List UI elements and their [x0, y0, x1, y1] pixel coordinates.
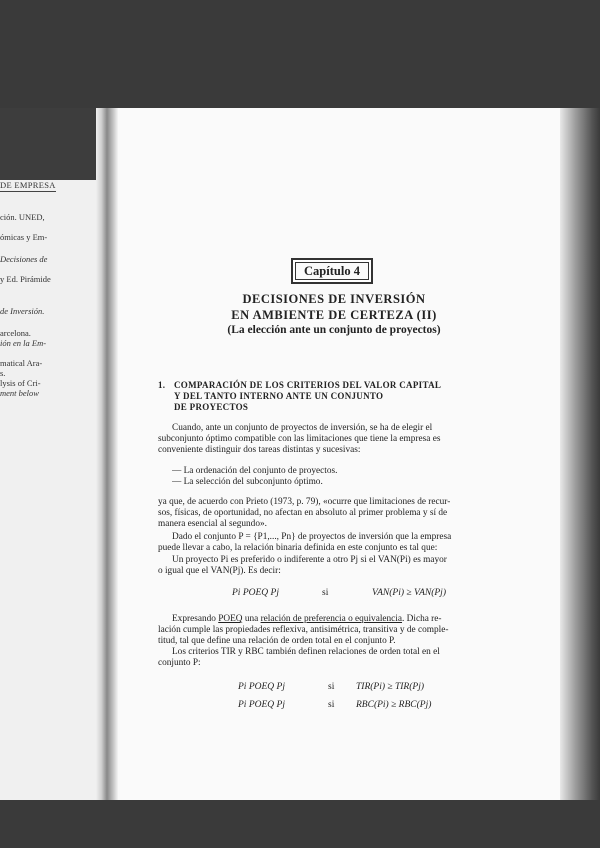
- formula-si: si: [328, 682, 335, 692]
- formula-si: si: [322, 588, 329, 598]
- underlined-term: relación de preferencia o equivalencia: [260, 614, 403, 624]
- paragraph-line: o igual que el VAN(Pj). Es decir:: [158, 566, 281, 576]
- left-page-line: s.: [0, 368, 6, 378]
- left-page-line: ción. UNED,: [0, 212, 45, 222]
- paragraph-line: Dado el conjunto P = {P1,..., Pn} de proyectos de inversión que la empresa: [172, 532, 452, 542]
- paragraph-line: ya que, de acuerdo con Prieto (1973, p. 79), «ocurre que limitaciones de recur-: [158, 497, 451, 507]
- scan-background-bottom: [0, 800, 600, 848]
- paragraph-line: Cuando, ante un conjunto de proyectos de inversión, se ha de elegir el: [172, 423, 433, 433]
- left-page-line: matical Ara-: [0, 358, 43, 368]
- left-page-line: y Ed. Pirámide: [0, 274, 51, 284]
- section-heading-line2: Y DEL TANTO INTERNO ANTE UN CONJUNTO: [174, 391, 384, 401]
- paragraph-line: puede llevar a cabo, la relación binaria definida en este conjunto es tal que:: [158, 543, 438, 553]
- paragraph-line: Un proyecto Pi es preferido o indiferente a otro Pj si el VAN(Pi) es mayor: [172, 555, 447, 565]
- paragraph-line: lación cumple las propiedades reflexiva, antisimétrica, transitiva y de comple-: [158, 625, 449, 635]
- left-page-line: lysis of Cri-: [0, 378, 41, 388]
- scan-background-left: [0, 108, 108, 180]
- left-page-line: ión en la Em-: [0, 338, 47, 348]
- chapter-title-line2: EN AMBIENTE DE CERTEZA (II): [231, 308, 437, 322]
- paragraph-line: conjunto P:: [158, 658, 201, 668]
- book-spine: [96, 108, 118, 800]
- left-page-line: Decisiones de: [0, 254, 48, 264]
- text-run: . Dicha re-: [402, 614, 442, 624]
- left-page-line: de Inversión.: [0, 306, 45, 316]
- chapter-title-line1: DECISIONES DE INVERSIÓN: [242, 292, 426, 306]
- section-heading-line3: DE PROYECTOS: [174, 402, 249, 412]
- section-heading-line1: COMPARACIÓN DE LOS CRITERIOS DEL VALOR CAPITAL: [174, 380, 442, 390]
- bullet-item: — La ordenación del conjunto de proyectos.: [172, 466, 338, 476]
- formula-left: Pi POEQ Pj: [238, 700, 285, 710]
- paragraph-line: manera esencial al segundo».: [158, 519, 267, 529]
- left-page-line: ómicas y Em-: [0, 232, 48, 242]
- formula-left: Pi POEQ Pj: [232, 588, 279, 598]
- paragraph-line: sos, físicas, de oportunidad, no afectan en absoluto al primer problema y sí de: [158, 508, 448, 518]
- text-run: una: [242, 614, 261, 624]
- formula-si: si: [328, 700, 335, 710]
- chapter-subtitle: (La elección ante un conjunto de proyectos): [227, 324, 441, 336]
- bullet-item: — La selección del subconjunto óptimo.: [172, 477, 323, 487]
- left-page-line: arcelona.: [0, 328, 31, 338]
- formula-right: TIR(Pi) ≥ TIR(Pj): [356, 682, 425, 692]
- formula-right: VAN(Pi) ≥ VAN(Pj): [372, 588, 446, 598]
- text-run: Expresando: [172, 614, 219, 624]
- page-edge-shadow: [560, 108, 600, 800]
- paragraph-line: titud, tal que define una relación de orden total en el conjunto P.: [158, 636, 396, 646]
- formula-right: RBC(Pi) ≥ RBC(Pj): [356, 700, 432, 710]
- paragraph-line: conveniente distinguir dos tareas distintas y sucesivas:: [158, 445, 361, 455]
- left-page-heading: DE EMPRESA: [0, 180, 56, 190]
- chapter-label: Capítulo 4: [291, 258, 373, 284]
- paragraph-line: Los criterios TIR y RBC también definen relaciones de orden total en el: [172, 647, 440, 657]
- scan-background-top: [0, 0, 600, 108]
- formula-left: Pi POEQ Pj: [238, 682, 285, 692]
- underlined-term: POEQ: [218, 614, 243, 624]
- paragraph-line: subconjunto óptimo compatible con las limitaciones que tiene la empresa es: [158, 434, 441, 444]
- section-number: 1.: [158, 380, 166, 390]
- left-page-line: ment below: [0, 388, 39, 398]
- paragraph-line: [172, 614, 510, 625]
